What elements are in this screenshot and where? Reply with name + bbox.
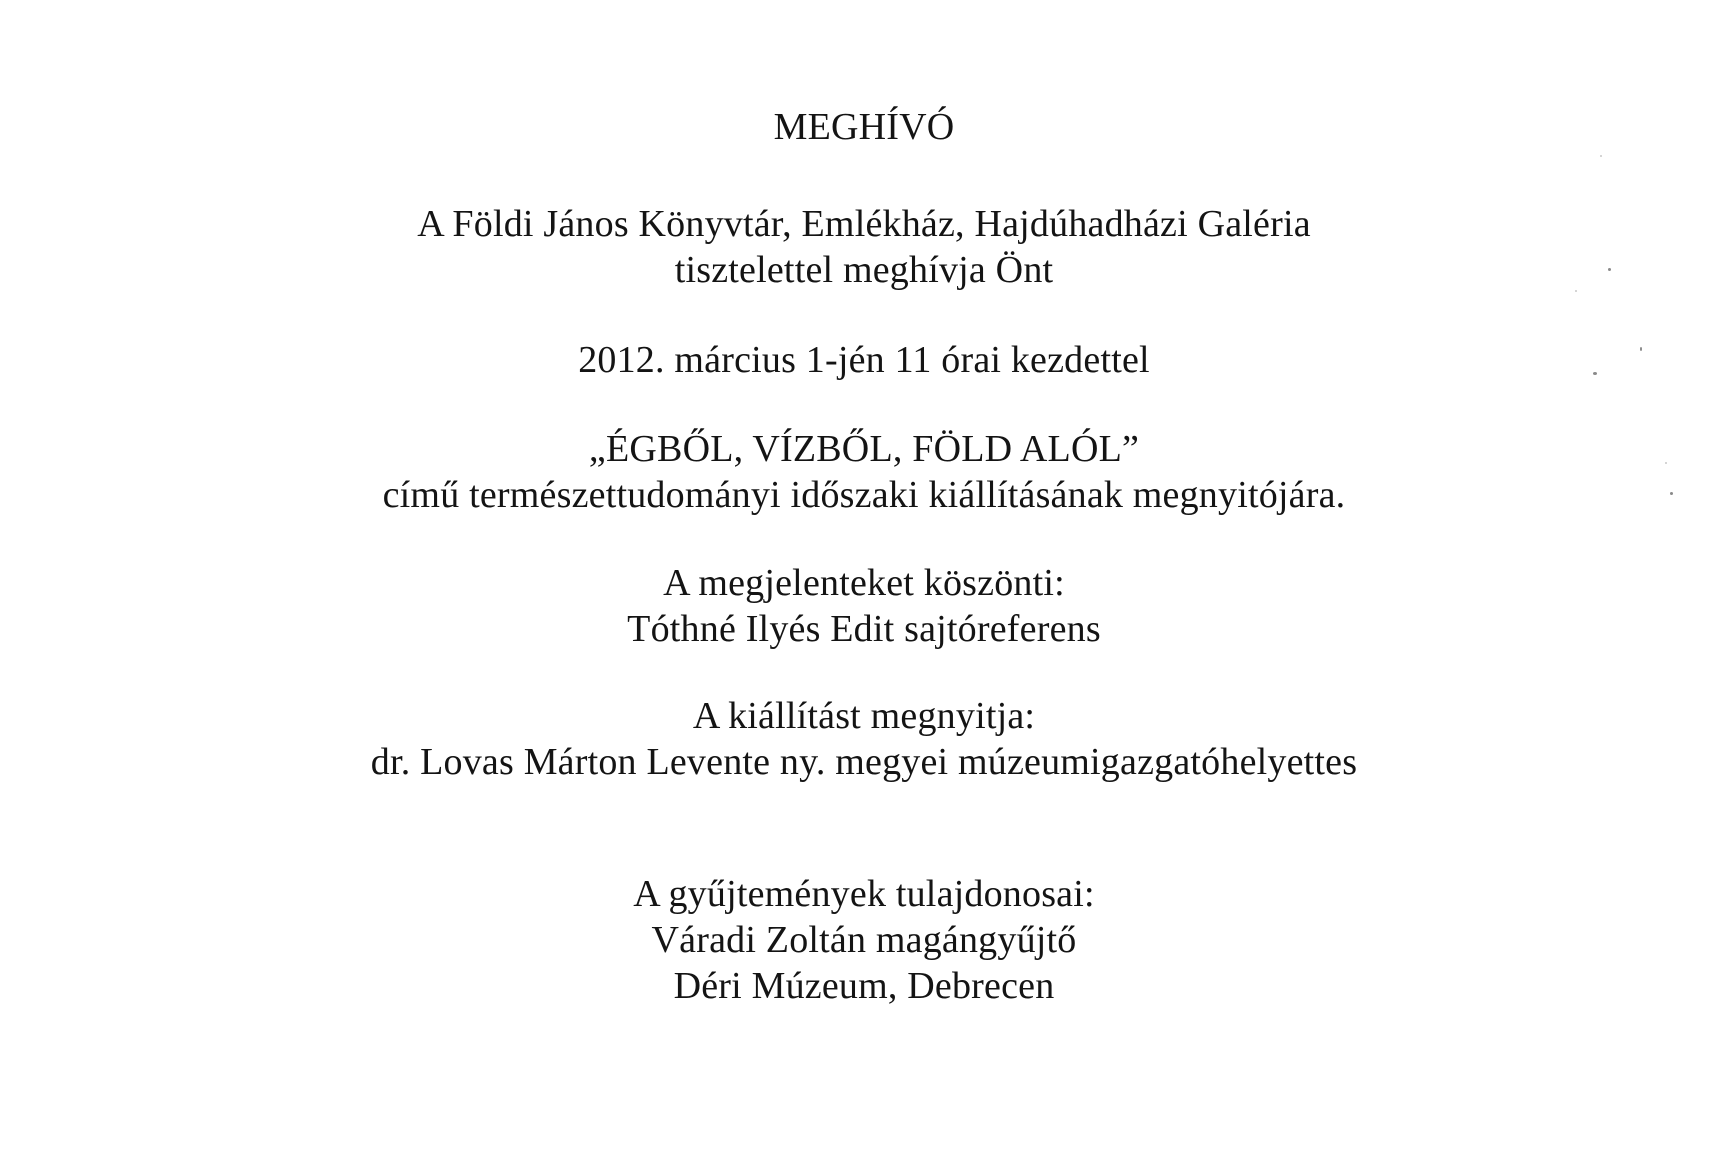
scan-speck xyxy=(1640,347,1642,351)
greeting-label: A megjelenteket köszönti: xyxy=(663,562,1065,604)
invite-line: tisztelettel meghívja Önt xyxy=(674,249,1054,291)
date-line: 2012. március 1-jén 11 órai kezdettel xyxy=(578,339,1150,381)
scan-speck xyxy=(1670,492,1673,495)
scan-speck xyxy=(1575,290,1577,292)
owner-item: Déri Múzeum, Debrecen xyxy=(673,965,1055,1007)
scan-speck xyxy=(1600,155,1602,157)
scan-speck xyxy=(1593,372,1597,375)
exhibition-description: című természettudományi időszaki kiállításának megnyitójára. xyxy=(382,474,1346,516)
invitation-title: MEGHÍVÓ xyxy=(773,106,955,148)
opening-person: dr. Lovas Márton Levente ny. megyei múzeumigazgatóhelyettes xyxy=(370,741,1358,783)
opening-label: A kiállítást megnyitja: xyxy=(692,695,1036,737)
scan-speck xyxy=(1608,268,1611,271)
owners-label: A gyűjtemények tulajdonosai: xyxy=(633,873,1095,915)
exhibition-title: „ÉGBŐL, VÍZBŐL, FÖLD ALÓL” xyxy=(588,428,1140,470)
owner-item: Váradi Zoltán magángyűjtő xyxy=(651,919,1077,961)
host-line: A Földi János Könyvtár, Emlékház, Hajdúhadházi Galéria xyxy=(417,203,1311,245)
scan-speck xyxy=(1665,462,1667,464)
greeting-person: Tóthné Ilyés Edit sajtóreferens xyxy=(627,608,1101,650)
